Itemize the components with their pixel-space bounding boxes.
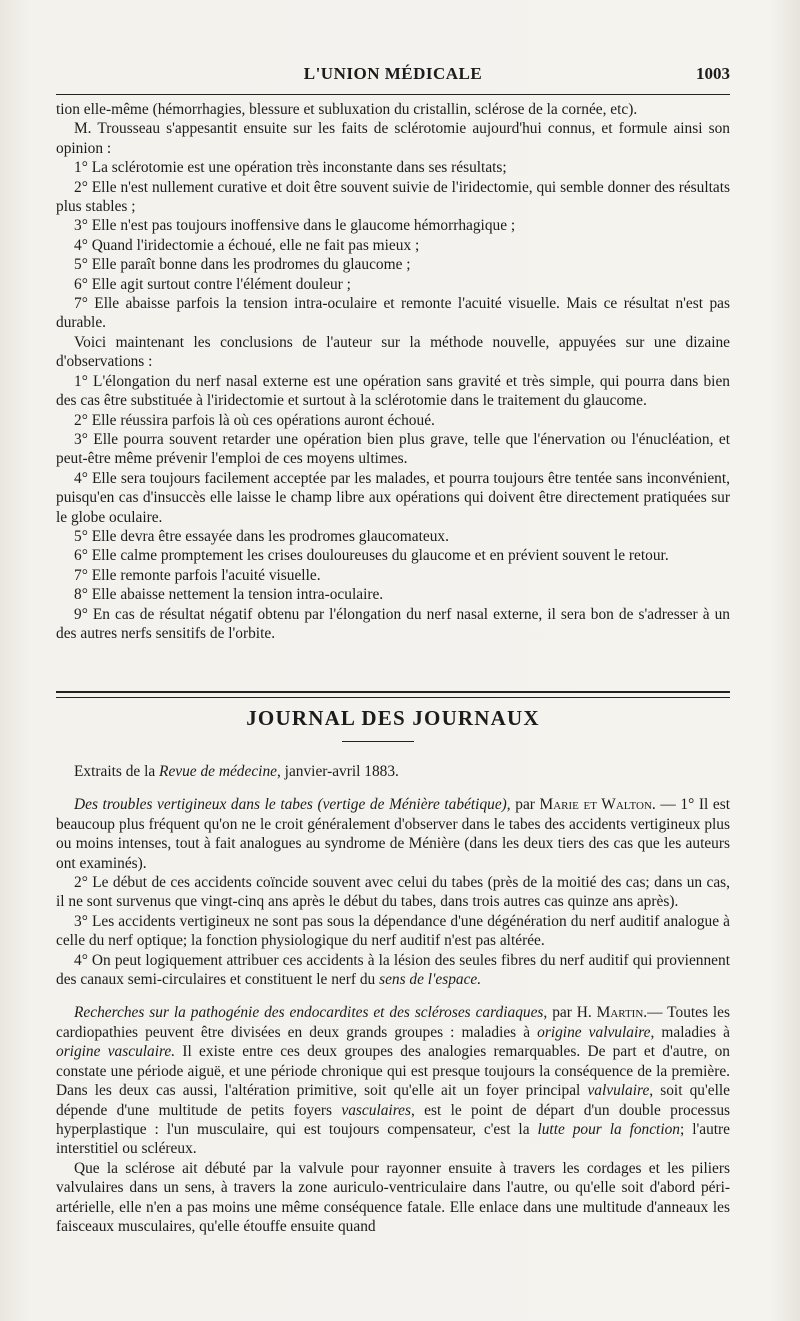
list-item: 3° Elle n'est pas toujours inoffensive dans le glaucome hémorrhagique ; bbox=[74, 217, 516, 235]
byline-sep: , par bbox=[506, 796, 540, 814]
article-1-authors: Marie et Walton. bbox=[539, 796, 656, 814]
emphasis: valvulaire bbox=[587, 1082, 650, 1100]
paragraph-text: — 1° Il est beaucoup plus fréquent qu'on ne le croit généralement d'observer dans le tabes des accidents vertigineux plus ou moins intenses, tout à fait analogues au syndrome de Ménière (dans les deux tiers des cas que les auteurs ont examinés). bbox=[56, 796, 730, 872]
journal-name: Revue de médecine bbox=[159, 763, 277, 780]
paragraph-text: Il existe entre ces deux groupes des analogies remarquables. De part et d'autre, on constate une période aiguë, et une période chronique qui est presque toujours la conséquence de la première. Dans les deux cas aussi, l'altération primitive, soit qu'elle ait un foyer principal bbox=[56, 1043, 730, 1100]
extracts-prefix: Extraits de la bbox=[74, 763, 160, 780]
list-item: 9° En cas de résultat négatif obtenu par l'élongation du nerf nasal externe, il sera bon de s'adresser à un des autres nerfs sensitifs de l'orbite. bbox=[56, 605, 730, 642]
emphasis: sens de l'espace. bbox=[379, 971, 482, 989]
journal-section bbox=[56, 762, 730, 1236]
section-divider bbox=[56, 691, 730, 698]
article-2-p1 bbox=[56, 1003, 730, 1158]
paragraph: M. Trousseau s'appesantit ensuite sur les faits de sclérotomie aujourd'hui connus, et formule ainsi son opinion : bbox=[56, 120, 730, 157]
article-2-title: Recherches sur la pathogénie des endocardites et des scléroses cardiaques bbox=[74, 1004, 544, 1022]
paragraph: 2° Le début de ces accidents coïncide souvent avec celui du tabes (près de la moitié des cas; dans un cas, il ne sont survenus que vingt-cinq ans après le début du tabes, dans trois autres cas quinze ans après). bbox=[56, 874, 730, 911]
list-item: 2° Elle réussira parfois là où ces opérations auront échoué. bbox=[74, 411, 435, 429]
paragraph: Que la sclérose ait débuté par la valvule pour rayonner ensuite à travers les cordages et les piliers valvulaires dans un sens, à travers la zone auriculo-ventriculaire dans l'autre, ou qu'elle soit d'abord péri-artérielle, elle n'en a pas moins une même conséquence fatale. Elle enlace dans une multitude d'anneaux les faisceaux musculaires, qu'elle étouffe ensuite quand bbox=[56, 1159, 730, 1235]
article-1-p1 bbox=[56, 795, 730, 873]
list-item: 7° Elle remonte parfois l'acuité visuelle. bbox=[74, 566, 321, 584]
paragraph-text: ; l'autre interstitiel ou scléreux. bbox=[56, 1120, 731, 1158]
list-item: 5° Elle devra être essayée dans les prodromes glaucomateux. bbox=[74, 527, 449, 545]
list-item: 7° Elle abaisse parfois la tension intra-oculaire et remonte l'acuité visuelle. Mais ce résultat n'est pas durable. bbox=[56, 295, 730, 332]
opening-text bbox=[56, 100, 730, 643]
paragraph-text: , est le point de départ d'un double processus hyperplastique : l'un musculaire, qui est toujours compensateur, c'est la bbox=[56, 1101, 731, 1138]
title-underline bbox=[342, 741, 414, 742]
paragraph-text: , soit qu'elle dépende d'une multitude de petits foyers bbox=[56, 1082, 730, 1119]
section-title: JOURNAL DES JOURNAUX bbox=[246, 706, 540, 730]
list-item: 6° Elle calme promptement les crises douloureuses du glaucome et en prévient souvent le retour. bbox=[74, 547, 669, 565]
paragraph-text: , maladies à bbox=[650, 1023, 731, 1041]
list-item: 8° Elle abaisse nettement la tension intra-oculaire. bbox=[74, 586, 384, 604]
byline-sep: , par bbox=[543, 1004, 577, 1022]
article-1-p4 bbox=[56, 951, 730, 990]
emphasis: vasculaires bbox=[341, 1101, 411, 1119]
page-header bbox=[56, 60, 730, 90]
emphasis: origine vasculaire. bbox=[56, 1043, 176, 1061]
paragraph: tion elle-même (hémorrhagies, blessure et subluxation du cristallin, sclérose de la cornée, etc). bbox=[56, 101, 638, 118]
list-item: 5° Elle paraît bonne dans les prodromes du glaucome ; bbox=[74, 256, 411, 274]
emphasis: lutte pour la fonction bbox=[537, 1120, 681, 1138]
list-item: 6° Elle agit surtout contre l'élément douleur ; bbox=[74, 275, 351, 293]
extracts-line bbox=[56, 762, 730, 781]
article-1-title: Des troubles vertigineux dans le tabes (vertige de Ménière tabétique) bbox=[74, 796, 507, 814]
extracts-suffix: , janvier-avril 1883. bbox=[276, 763, 399, 780]
list-item: 4° Quand l'iridectomie a échoué, elle ne fait pas mieux ; bbox=[74, 236, 420, 254]
list-item: 1° L'élongation du nerf nasal externe est une opération sans gravité et très simple, qui pourra dans bien des cas être substituée à l'iridectomie et surtout à la sclérotomie dans le traitement du glaucome. bbox=[56, 372, 730, 410]
page-number: 1003 bbox=[696, 64, 730, 83]
article-2-author: H. Martin. bbox=[576, 1004, 648, 1022]
header-rule bbox=[56, 94, 730, 95]
list-item: 1° La sclérotomie est une opération très inconstante dans ses résultats; bbox=[74, 159, 507, 177]
list-item: 4° Elle sera toujours facilement acceptée par les malades, et pourra toujours être tentée sans inconvénient, puisqu'en cas d'insuccès elle laisse le champ libre aux opérations qui doivent être directement pratiquées sur le globe oculaire. bbox=[56, 469, 730, 526]
paragraph: Voici maintenant les conclusions de l'auteur sur la méthode nouvelle, appuyées sur une dizaine d'observations : bbox=[56, 333, 730, 371]
emphasis: origine valvulaire bbox=[537, 1023, 651, 1041]
list-item: 2° Elle n'est nullement curative et doit être souvent suivie de l'iridectomie, qui semble donner des résultats plus stables ; bbox=[56, 178, 730, 216]
paragraph-text: — Toutes les cardiopathies peuvent être divisées en deux grands groupes : maladies à bbox=[56, 1004, 731, 1041]
paragraph-text: 4° On peut logiquement attribuer ces accidents à la lésion des seules fibres du nerf auditif qui proviennent des canaux semi-circulaires et constituent le nerf du bbox=[56, 951, 730, 989]
running-title: L'UNION MÉDICALE bbox=[303, 64, 483, 83]
list-item: 3° Elle pourra souvent retarder une opération bien plus grave, telle que l'énervation ou l'énucléation, et peut-être même prévenir l'emploi de ces moyens ultimes. bbox=[56, 430, 730, 468]
paragraph: 3° Les accidents vertigineux ne sont pas sous la dépendance d'une dégénération du nerf auditif analogue à celle du nerf optique; la fonction physiologique du nerf auditif n'est pas altérée. bbox=[56, 912, 730, 950]
